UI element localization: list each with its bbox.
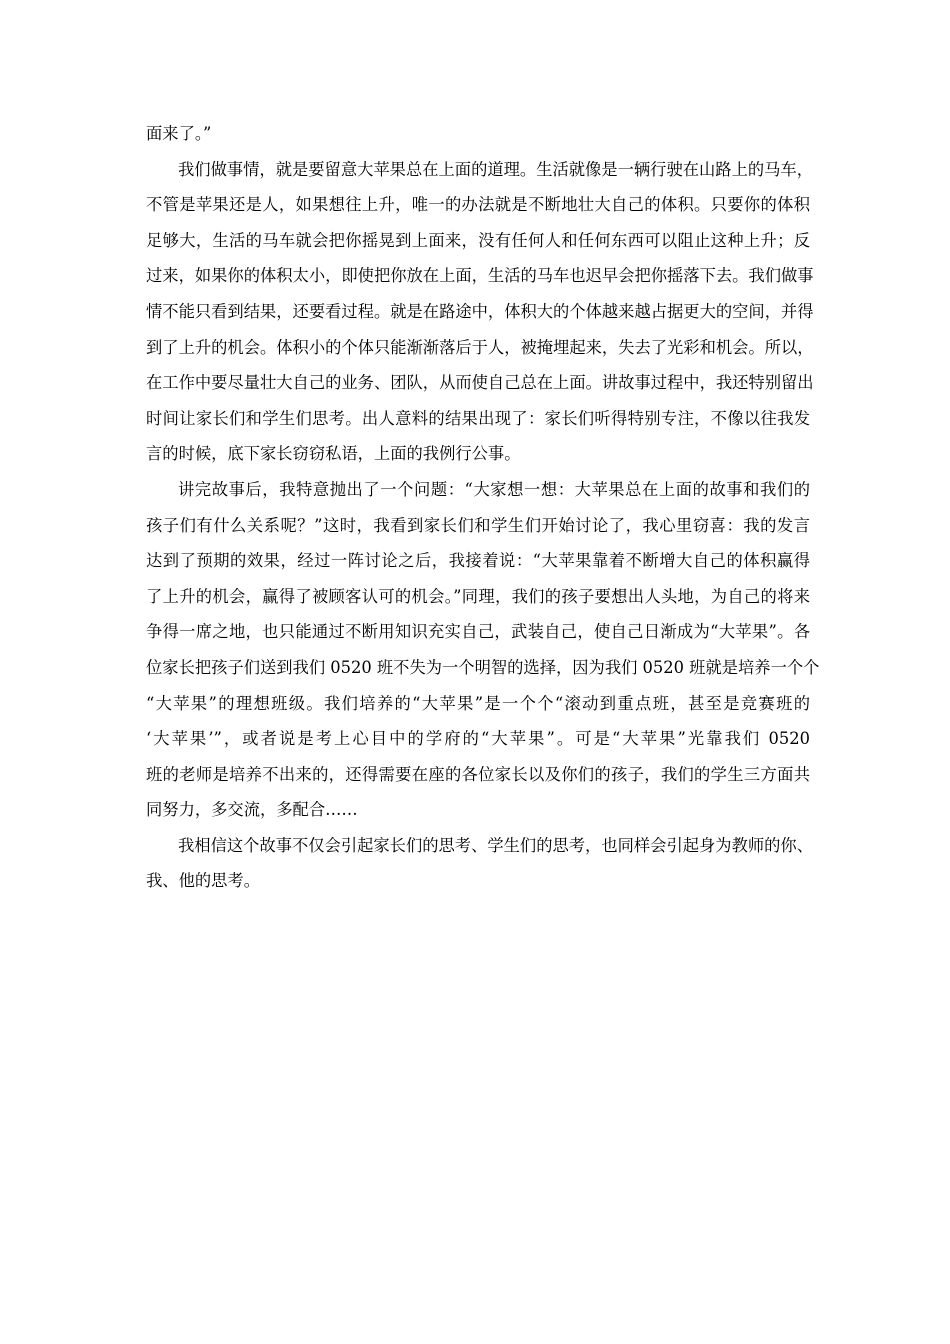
text-line: 争得一席之地，也只能通过不断用知识充实自己，武装自己，使自己日渐成为“大苹果”。各 [146, 622, 810, 642]
text-line: 我相信这个故事不仅会引起家长们的思考、学生们的思考，也同样会引起身为教师的你、 [178, 835, 813, 855]
text-line: 足够大，生活的马车就会把你摇晃到上面来，没有任何人和任何东西可以阻止这种上升；反 [146, 230, 810, 250]
text-line: 达到了预期的效果，经过一阵讨论之后，我接着说：“大苹果靠着不断增大自己的体积赢得 [146, 551, 810, 571]
paragraph-2 [146, 152, 814, 472]
text-line: 讲完故事后，我特意抛出了一个问题：“大家想一想：大苹果总在上面的故事和我们的 [178, 479, 810, 499]
text-line: “大苹果”的理想班级。我们培养的“大苹果”是一个个“滚动到重点班，甚至是竞赛班的 [146, 693, 810, 713]
text-line: 位家长把孩子们送到我们 0520 班不失为一个明智的选择，因为我们 0520 班就是培养一个个 [146, 657, 820, 677]
text-line: 过来，如果你的体积太小，即使把你放在上面，生活的马车也迟早会把你摇落下去。我们做事 [146, 266, 814, 286]
paragraph-1 [146, 116, 810, 152]
text-line: 我们做事情，就是要留意大苹果总在上面的道理。生活就像是一辆行驶在山路上的马车， [178, 159, 813, 179]
document-body [146, 116, 820, 899]
paragraph-3 [146, 472, 820, 828]
text-line: 在工作中要尽量壮大自己的业务、团队，从而使自己总在上面。讲故事过程中，我还特别留出 [146, 373, 814, 393]
text-line: 班的老师是培养不出来的，还得需要在座的各位家长以及你们的孩子，我们的学生三方面共 [146, 764, 810, 784]
text-line: 言的时候，底下家长窃窃私语，上面的我例行公事。 [146, 444, 521, 464]
text-line: 到了上升的机会。体积小的个体只能渐渐落后于人，被掩埋起来，失去了光彩和机会。所以， [146, 337, 814, 357]
text-line: ‘大苹果’”，或者说是考上心目中的学府的“大苹果”。可是“大苹果”光靠我们 0520 [146, 729, 810, 749]
paragraph-4 [146, 828, 813, 899]
text-line: 同努力，多交流，多配合…… [146, 800, 358, 820]
text-line: 了上升的机会，赢得了被顾客认可的机会。”同理，我们的孩子要想出人头地，为自己的将来 [146, 586, 810, 606]
text-line: 情不能只看到结果，还要看过程。就是在路途中，体积大的个体越来越占据更大的空间，并得 [146, 301, 814, 321]
text-line: 时间让家长们和学生们思考。出人意料的结果出现了：家长们听得特别专注，不像以往我发 [146, 408, 810, 428]
text-line: 面来了。” [146, 124, 212, 143]
text-line: 孩子们有什么关系呢？”这时，我看到家长们和学生们开始讨论了，我心里窃喜：我的发言 [146, 515, 810, 535]
text-line: 不管是苹果还是人，如果想往上升，唯一的办法就是不断地壮大自己的体积。只要你的体积 [146, 195, 810, 215]
text-line: 我、他的思考。 [146, 871, 260, 891]
